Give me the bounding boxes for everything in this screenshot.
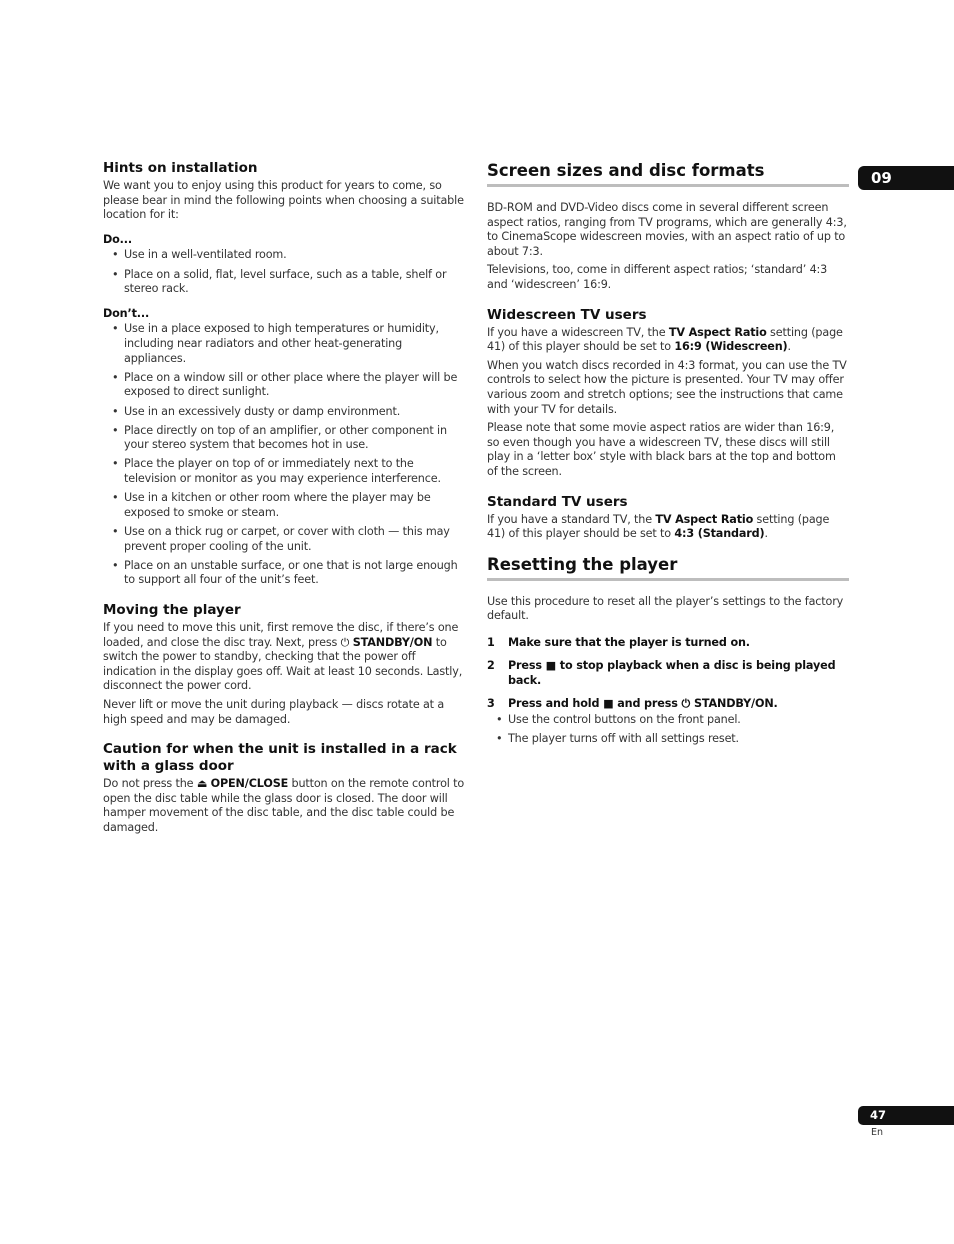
screen-paragraph-2: Televisions, too, come in different aspect ratios; ‘standard’ 4:3 and ‘widescreen’ 16:9. [487,263,828,291]
screen-sizes-heading: Screen sizes and disc formats [487,160,849,187]
list-item: • Place on a solid, flat, level surface, such as a table, shelf or stereo rack. [103,268,465,297]
screen-paragraph-1: BD-ROM and DVD-Video discs come in several different screen aspect ratios, ranging from TV programs, which are generally 4:3, to CinemaScope widescreen movies, with an aspect ratio of up to about 7:3. [487,201,847,258]
caution-paragraph: Do not press the ⏏ OPEN/CLOSE button on the remote control to open the disc table while the glass door is closed. The door will hamper movement of the disc table, and the disc table could be damaged. [103,777,465,834]
list-item: • The player turns off with all settings reset. [487,732,849,747]
left-column [103,160,465,840]
standard-heading: Standard TV users [487,493,628,510]
widescreen-paragraph-2: When you watch discs recorded in 4:3 format, you can use the TV controls to select how the picture is presented. Your TV may offer various zoom and stretch options; see the instructions that came with your TV for details. [487,358,847,416]
chapter-tab: 09 [858,166,954,190]
list-item: • Place on a window sill or other place where the player will be exposed to direct sunlight. [103,371,465,400]
moving-heading: Moving the player [103,602,241,618]
power-icon: ⏻ [340,635,350,649]
do-list [103,248,465,296]
reset-steps [487,636,849,711]
reset-heading: Resetting the player [487,554,849,581]
eject-icon: ⏏ [196,777,208,791]
reset-step-3: 3 Press and hold ■ and press ⏻ STANDBY/ON. [487,696,778,710]
right-column [487,160,849,752]
list-item: • Place the player on top of or immediately next to the television or monitor as you may experience interference. [103,457,465,486]
widescreen-paragraph-1: If you have a widescreen TV, the TV Aspect Ratio setting (page 41) of this player should be set to 16:9 (Widescreen). [487,325,843,354]
list-item: • Place directly on top of an amplifier, or other component in your stereo system that becomes hot in use. [103,424,465,453]
standard-paragraph: If you have a standard TV, the TV Aspect Ratio setting (page 41) of this player should be set to 4:3 (Standard). [487,512,830,541]
list-item: • Use in a kitchen or other room where the player may be exposed to smoke or steam. [103,491,465,520]
language-label: En [871,1127,884,1138]
dont-label: Don’t... [103,306,150,320]
caution-heading: Caution for when the unit is installed in a rack with a glass door [103,741,457,775]
stop-icon: ■ [545,658,557,672]
list-item: • Use in a well-ventilated room. [103,248,465,263]
list-item: • Use on a thick rug or carpet, or cover with cloth — this may prevent proper cooling of the unit. [103,525,465,554]
reset-sub-list [487,713,849,747]
moving-paragraph-1: If you need to move this unit, first remove the disc, if there’s one loaded, and close the disc tray. Next, press ⏻ STANDBY/ON to switch the power to standby, checking that the power off indication in the display goes off. Wait at least 10 seconds. Lastly, disconnect the power cord. [103,621,463,693]
do-label: Do... [103,232,132,246]
reset-step-1: 1 Make sure that the player is turned on. [487,635,750,649]
widescreen-heading: Widescreen TV users [487,306,647,323]
list-item: • Use in a place exposed to high temperatures or humidity, including near radiators and other heat-generating appliances. [103,322,465,366]
list-item: • Use in an excessively dusty or damp environment. [103,405,465,420]
widescreen-paragraph-3: Please note that some movie aspect ratios are wider than 16:9, so even though you have a widescreen TV, these discs will still play in a ‘letter box’ style with black bars at the top and bottom of the screen. [487,421,836,478]
hints-intro: We want you to enjoy using this product for years to come, so please bear in mind the following points when choosing a suitable location for it: [103,179,464,222]
list-item: • Place on an unstable surface, or one that is not large enough to support all four of the unit’s feet. [103,559,465,588]
stop-icon: ■ [603,696,614,710]
reset-intro: Use this procedure to reset all the player’s settings to the factory default. [487,594,844,623]
hints-heading: Hints on installation [103,160,258,176]
reset-step-2: 2 Press ■ to stop playback when a disc is being played back. [487,658,836,687]
moving-paragraph-2: Never lift or move the unit during playback — discs rotate at a high speed and may be damaged. [103,697,445,726]
dont-list [103,322,465,588]
list-item: • Use the control buttons on the front panel. [487,713,849,728]
power-icon: ⏻ [681,696,691,710]
page-number: 47 [858,1106,954,1125]
